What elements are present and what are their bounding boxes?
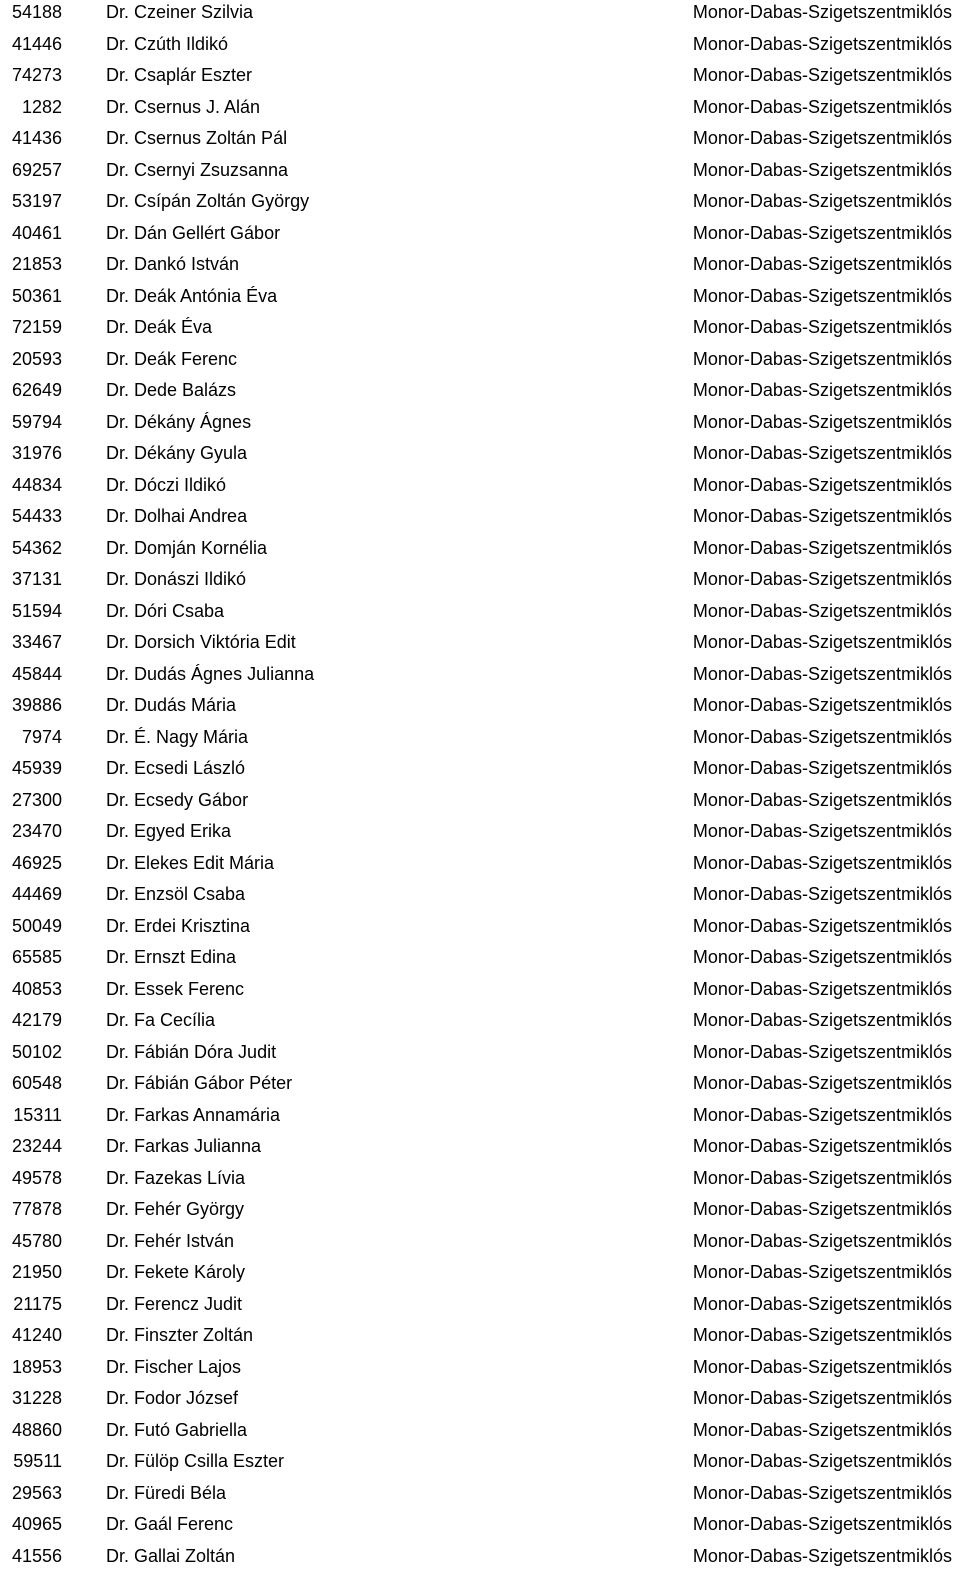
registration-number: 15311 — [13, 1104, 62, 1125]
list-item — [0, 945, 960, 977]
person-name: Dr. Fodor József — [106, 1388, 239, 1408]
registration-number: 74273 — [11, 65, 62, 85]
region-name: Monor-Dabas-Szigetszentmiklós — [692, 191, 952, 211]
region-name: Monor-Dabas-Szigetszentmiklós — [692, 1167, 952, 1188]
registration-number: 46925 — [11, 852, 62, 873]
region-name: Monor-Dabas-Szigetszentmiklós — [692, 1104, 952, 1125]
person-name: Dr. Deák Ferenc — [106, 348, 238, 369]
region-name: Monor-Dabas-Szigetszentmiklós — [692, 1419, 952, 1440]
registration-number: 44834 — [11, 474, 62, 495]
registration-number: 40965 — [11, 1514, 62, 1534]
list-item — [0, 158, 960, 190]
region-name: Monor-Dabas-Szigetszentmiklós — [692, 254, 952, 274]
registration-number: 23244 — [11, 1136, 62, 1156]
list-item — [0, 819, 960, 851]
region-name: Monor-Dabas-Szigetszentmiklós — [692, 1388, 952, 1408]
registration-number: 54188 — [11, 2, 62, 22]
region-name: Monor-Dabas-Szigetszentmiklós — [692, 1482, 952, 1503]
person-name: Dr. Erdei Krisztina — [106, 915, 251, 936]
person-name: Dr. Enzsöl Csaba — [106, 884, 246, 904]
region-name: Monor-Dabas-Szigetszentmiklós — [692, 1356, 952, 1377]
registration-number: 60548 — [11, 1073, 62, 1093]
list-item — [0, 1512, 960, 1544]
registration-number: 48860 — [11, 1419, 62, 1440]
list-item — [0, 914, 960, 946]
registration-number: 31976 — [11, 443, 62, 463]
region-name: Monor-Dabas-Szigetszentmiklós — [692, 317, 952, 337]
person-name: Dr. Fehér György — [106, 1199, 245, 1219]
person-name: Dr. Dudás Ágnes Julianna — [106, 663, 315, 684]
list-item — [0, 1166, 960, 1198]
registration-number: 51594 — [11, 600, 62, 621]
list-item — [0, 221, 960, 253]
registration-number: 40461 — [11, 222, 62, 243]
person-name: Dr. Elekes Edit Mária — [106, 852, 275, 873]
person-name: Dr. Füredi Béla — [106, 1482, 227, 1503]
region-name: Monor-Dabas-Szigetszentmiklós — [692, 411, 952, 432]
registration-number: 45939 — [11, 758, 62, 778]
registration-number: 45844 — [11, 663, 62, 684]
person-name: Dr. Fábián Gábor Péter — [106, 1073, 293, 1093]
list-item — [0, 95, 960, 127]
registration-number: 50102 — [11, 1041, 62, 1062]
list-item — [0, 1040, 960, 1072]
registration-number: 69257 — [11, 159, 62, 180]
list-item — [0, 1071, 960, 1103]
list-item — [0, 126, 960, 158]
registration-number: 59794 — [11, 411, 62, 432]
registration-number: 39886 — [11, 695, 62, 715]
registration-number: 41436 — [11, 128, 62, 148]
person-name: Dr. Deák Antónia Éva — [106, 285, 278, 306]
person-name: Dr. Fábián Dóra Judit — [106, 1041, 277, 1062]
region-name: Monor-Dabas-Szigetszentmiklós — [692, 1230, 952, 1251]
registration-number: 23470 — [11, 821, 62, 841]
region-name: Monor-Dabas-Szigetszentmiklós — [692, 600, 952, 621]
registration-number: 41446 — [11, 33, 62, 54]
person-name: Dr. Fa Cecília — [106, 1010, 216, 1030]
registration-number: 49578 — [11, 1167, 62, 1188]
list-item — [0, 378, 960, 410]
region-name: Monor-Dabas-Szigetszentmiklós — [692, 569, 952, 589]
person-name: Dr. Dékány Ágnes — [106, 411, 252, 432]
region-name: Monor-Dabas-Szigetszentmiklós — [692, 1451, 952, 1471]
region-name: Monor-Dabas-Szigetszentmiklós — [692, 978, 952, 999]
list-item — [0, 410, 960, 442]
registration-number: 20593 — [11, 348, 62, 369]
person-name: Dr. Dán Gellért Gábor — [106, 222, 281, 243]
person-name: Dr. Fehér István — [106, 1230, 235, 1251]
region-name: Monor-Dabas-Szigetszentmiklós — [692, 632, 952, 652]
list-item — [0, 1449, 960, 1481]
list-item — [0, 1386, 960, 1418]
list-item — [0, 189, 960, 221]
region-name: Monor-Dabas-Szigetszentmiklós — [692, 506, 952, 526]
person-name: Dr. Donászi Ildikó — [106, 569, 247, 589]
list-item — [0, 1544, 960, 1576]
region-name: Monor-Dabas-Szigetszentmiklós — [692, 695, 952, 715]
person-name: Dr. Csernus Zoltán Pál — [106, 128, 288, 148]
registration-number: 41556 — [11, 1545, 62, 1566]
region-name: Monor-Dabas-Szigetszentmiklós — [692, 222, 952, 243]
registration-number: 42179 — [11, 1010, 62, 1030]
person-name: Dr. Futó Gabriella — [106, 1419, 248, 1440]
region-name: Monor-Dabas-Szigetszentmiklós — [692, 1010, 952, 1030]
list-item — [0, 63, 960, 95]
person-name: Dr. Ferencz Judit — [106, 1293, 243, 1314]
registration-number: 29563 — [11, 1482, 62, 1503]
region-name: Monor-Dabas-Szigetszentmiklós — [692, 915, 952, 936]
person-name: Dr. Fülöp Csilla Eszter — [106, 1451, 285, 1471]
region-name: Monor-Dabas-Szigetszentmiklós — [692, 1199, 952, 1219]
region-name: Monor-Dabas-Szigetszentmiklós — [692, 663, 952, 684]
list-item — [0, 1418, 960, 1450]
region-name: Monor-Dabas-Szigetszentmiklós — [692, 758, 952, 778]
list-item — [0, 1229, 960, 1261]
list-item — [0, 662, 960, 694]
region-name: Monor-Dabas-Szigetszentmiklós — [692, 128, 952, 148]
list-item — [0, 693, 960, 725]
registration-number: 53197 — [11, 191, 62, 211]
registration-number: 54362 — [11, 537, 62, 558]
region-name: Monor-Dabas-Szigetszentmiklós — [692, 789, 952, 810]
person-name: Dr. Csernyi Zsuzsanna — [106, 159, 289, 180]
person-name: Dr. Dóczi Ildikó — [106, 474, 227, 495]
region-name: Monor-Dabas-Szigetszentmiklós — [692, 1545, 952, 1566]
list-item — [0, 32, 960, 64]
list-item — [0, 347, 960, 379]
registration-number: 65585 — [11, 947, 62, 967]
list-item — [0, 315, 960, 347]
person-name: Dr. Finszter Zoltán — [106, 1325, 254, 1345]
region-name: Monor-Dabas-Szigetszentmiklós — [692, 537, 952, 558]
person-name: Dr. Farkas Annamária — [106, 1104, 281, 1125]
registration-number: 21950 — [11, 1262, 62, 1282]
registration-number: 21175 — [13, 1293, 62, 1314]
registration-number: 59511 — [13, 1451, 62, 1471]
person-name: Dr. Csaplár Eszter — [106, 65, 253, 85]
registration-number: 27300 — [11, 789, 62, 810]
list-item — [0, 756, 960, 788]
list-item — [0, 1323, 960, 1355]
list-item — [0, 536, 960, 568]
list-item — [0, 1292, 960, 1324]
region-name: Monor-Dabas-Szigetszentmiklós — [692, 348, 952, 369]
registration-number: 62649 — [11, 380, 62, 400]
registration-number: 50361 — [11, 285, 62, 306]
registration-number: 18953 — [11, 1356, 62, 1377]
list-item — [0, 473, 960, 505]
person-name: Dr. Dudás Mária — [106, 695, 237, 715]
person-name: Dr. Essek Ferenc — [106, 978, 245, 999]
person-name: Dr. Dede Balázs — [106, 380, 237, 400]
person-name: Dr. Domján Kornélia — [106, 537, 268, 558]
person-name: Dr. Fekete Károly — [106, 1262, 246, 1282]
registration-number: 33467 — [11, 632, 62, 652]
person-name: Dr. Dorsich Viktória Edit — [106, 632, 296, 652]
region-name: Monor-Dabas-Szigetszentmiklós — [692, 1293, 952, 1314]
list-item — [0, 1260, 960, 1292]
person-name: Dr. Fazekas Lívia — [106, 1167, 246, 1188]
list-item — [0, 977, 960, 1009]
registration-number: 45780 — [11, 1230, 62, 1251]
registration-number: 7974 — [21, 726, 62, 747]
region-name: Monor-Dabas-Szigetszentmiklós — [692, 285, 952, 306]
registration-number: 41240 — [11, 1325, 62, 1345]
list-item — [0, 599, 960, 631]
region-name: Monor-Dabas-Szigetszentmiklós — [692, 65, 952, 85]
list-item — [0, 441, 960, 473]
person-name: Dr. Gallai Zoltán — [106, 1545, 236, 1566]
person-name: Dr. Farkas Julianna — [106, 1136, 262, 1156]
person-name: Dr. Fischer Lajos — [106, 1356, 242, 1377]
person-name: Dr. Dolhai Andrea — [106, 506, 248, 526]
region-name: Monor-Dabas-Szigetszentmiklós — [692, 96, 952, 117]
list-item — [0, 1197, 960, 1229]
region-name: Monor-Dabas-Szigetszentmiklós — [692, 1041, 952, 1062]
registration-number: 21853 — [11, 254, 62, 274]
region-name: Monor-Dabas-Szigetszentmiklós — [692, 1136, 952, 1156]
registration-number: 50049 — [11, 915, 62, 936]
list-item — [0, 882, 960, 914]
region-name: Monor-Dabas-Szigetszentmiklós — [692, 1514, 952, 1534]
person-name: Dr. Ernszt Edina — [106, 947, 237, 967]
registration-number: 72159 — [11, 317, 62, 337]
region-name: Monor-Dabas-Szigetszentmiklós — [692, 1073, 952, 1093]
list-item — [0, 1008, 960, 1040]
region-name: Monor-Dabas-Szigetszentmiklós — [692, 1325, 952, 1345]
list-item — [0, 1103, 960, 1135]
list-item — [0, 1481, 960, 1513]
region-name: Monor-Dabas-Szigetszentmiklós — [692, 884, 952, 904]
list-item — [0, 788, 960, 820]
person-name: Dr. Dóri Csaba — [106, 600, 225, 621]
registration-number: 31228 — [11, 1388, 62, 1408]
region-name: Monor-Dabas-Szigetszentmiklós — [692, 474, 952, 495]
list-item — [0, 0, 960, 32]
registration-number: 77878 — [11, 1199, 62, 1219]
registration-number: 37131 — [11, 569, 62, 589]
list-item — [0, 504, 960, 536]
region-name: Monor-Dabas-Szigetszentmiklós — [692, 1262, 952, 1282]
person-name: Dr. Csípán Zoltán György — [106, 191, 310, 211]
region-name: Monor-Dabas-Szigetszentmiklós — [692, 852, 952, 873]
person-name: Dr. Dékány Gyula — [106, 443, 248, 463]
list-item — [0, 725, 960, 757]
person-name: Dr. Ecsedi László — [106, 758, 246, 778]
region-name: Monor-Dabas-Szigetszentmiklós — [692, 726, 952, 747]
region-name: Monor-Dabas-Szigetszentmiklós — [692, 821, 952, 841]
person-name: Dr. Czúth Ildikó — [106, 33, 229, 54]
person-name: Dr. É. Nagy Mária — [106, 726, 249, 747]
person-name: Dr. Egyed Erika — [106, 821, 232, 841]
region-name: Monor-Dabas-Szigetszentmiklós — [692, 380, 952, 400]
list-item — [0, 630, 960, 662]
registration-number: 44469 — [11, 884, 62, 904]
registration-number: 54433 — [11, 506, 62, 526]
region-name: Monor-Dabas-Szigetszentmiklós — [692, 443, 952, 463]
list-item — [0, 284, 960, 316]
person-name: Dr. Csernus J. Alán — [106, 96, 261, 117]
region-name: Monor-Dabas-Szigetszentmiklós — [692, 2, 952, 22]
person-name: Dr. Deák Éva — [106, 317, 213, 337]
region-name: Monor-Dabas-Szigetszentmiklós — [692, 159, 952, 180]
list-item — [0, 851, 960, 883]
list-item — [0, 1355, 960, 1387]
list-item — [0, 252, 960, 284]
region-name: Monor-Dabas-Szigetszentmiklós — [692, 33, 952, 54]
registration-number: 1282 — [21, 96, 62, 117]
person-name: Dr. Czeiner Szilvia — [106, 2, 254, 22]
person-name: Dr. Ecsedy Gábor — [106, 789, 249, 810]
list-item — [0, 567, 960, 599]
person-name: Dr. Gaál Ferenc — [106, 1514, 234, 1534]
list-item — [0, 1134, 960, 1166]
region-name: Monor-Dabas-Szigetszentmiklós — [692, 947, 952, 967]
registration-number: 40853 — [11, 978, 62, 999]
person-name: Dr. Dankó István — [106, 254, 240, 274]
